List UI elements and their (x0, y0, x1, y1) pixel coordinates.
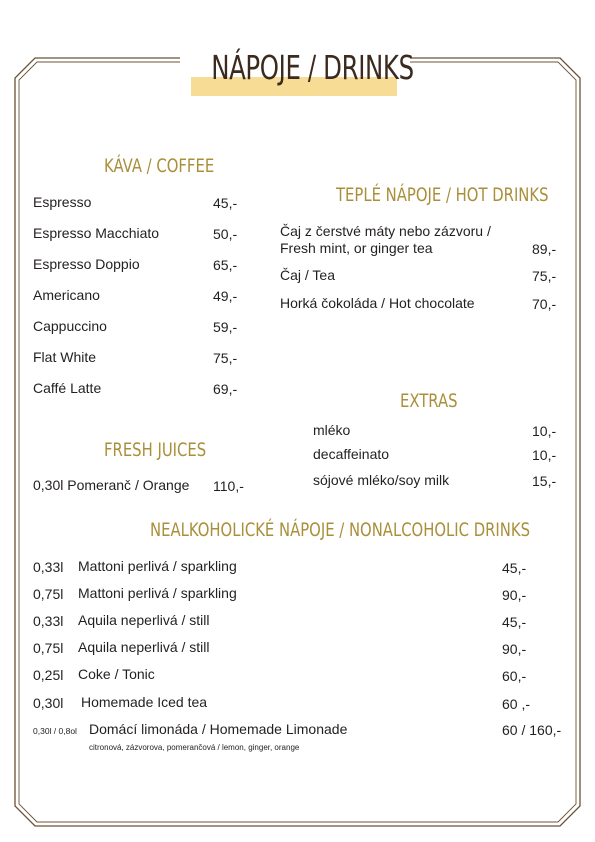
coffee-heading: KÁVA / COFFEE (104, 155, 215, 177)
soft-item-note: citronová, zázvorova, pomerančová / lemon, ginger, orange (89, 743, 300, 752)
soft-item-volume: 0,75l (33, 640, 64, 656)
juice-item-price: 110,- (213, 478, 244, 494)
extras-item-name: sójové mléko/soy milk (313, 472, 450, 488)
soft-item-name: Aquila neperlivá / still (78, 612, 210, 628)
soft-item-price: 60,- (502, 668, 527, 684)
hot-item-name: Čaj z čerstvé máty nebo zázvoru / (280, 223, 491, 239)
soft-item-name: Mattoni perlivá / sparkling (78, 585, 237, 601)
hot-item-price: 70,- (532, 296, 557, 312)
coffee-item-name: Cappuccino (33, 318, 107, 334)
coffee-item-price: 50,- (213, 226, 238, 242)
coffee-item-price: 75,- (213, 350, 238, 366)
coffee-item-name: Caffé Latte (33, 380, 102, 396)
soft-item-volume: 0,33l (33, 613, 64, 629)
extras-item-price: 10,- (532, 423, 557, 439)
nonalcoholic-heading: NEALKOHOLICKÉ NÁPOJE / NONALCOHOLIC DRINKS (150, 519, 531, 541)
soft-item-price: 60 ,- (502, 696, 531, 712)
coffee-item-name: Espresso (33, 194, 92, 210)
page-title: NÁPOJE / DRINKS (211, 48, 414, 87)
hot-item-name-line2: Fresh mint, or ginger tea (280, 240, 433, 256)
soft-item-name: Aquila neperlivá / still (78, 639, 210, 655)
coffee-item-name: Americano (33, 287, 100, 303)
coffee-item-name: Espresso Macchiato (33, 225, 160, 241)
juice-item-name: 0,30l Pomeranč / Orange (33, 477, 190, 493)
coffee-item-name: Espresso Doppio (33, 256, 140, 272)
juices-heading: FRESH JUICES (104, 439, 207, 461)
extras-item-price: 15,- (532, 473, 557, 489)
extras-heading: EXTRAS (400, 390, 458, 412)
soft-item-volume: 0,30l / 0,8ol (33, 726, 77, 736)
extras-item-name: decaffeinato (313, 446, 390, 462)
hot-drinks-heading: TEPLÉ NÁPOJE / HOT DRINKS (336, 184, 549, 206)
soft-item-volume: 0,30l (33, 695, 64, 711)
soft-item-name: Domácí limonáda / Homemade Limonade (89, 721, 348, 737)
soft-item-name: Coke / Tonic (78, 666, 155, 682)
soft-item-price: 60 / 160,- (502, 722, 562, 738)
coffee-item-price: 59,- (213, 319, 238, 335)
coffee-item-price: 49,- (213, 288, 238, 304)
soft-item-price: 90,- (502, 587, 527, 603)
extras-item-price: 10,- (532, 447, 557, 463)
soft-item-price: 90,- (502, 641, 527, 657)
hot-item-price: 75,- (532, 268, 557, 284)
soft-item-price: 45,- (502, 560, 527, 576)
soft-item-volume: 0,33l (33, 559, 64, 575)
soft-item-price: 45,- (502, 614, 527, 630)
coffee-item-price: 45,- (213, 195, 238, 211)
extras-item-name: mléko (313, 422, 351, 438)
hot-item-name: Čaj / Tea (280, 267, 335, 283)
soft-item-name: Mattoni perlivá / sparkling (78, 558, 237, 574)
hot-item-price: 89,- (532, 241, 557, 257)
coffee-item-name: Flat White (33, 349, 97, 365)
coffee-item-price: 65,- (213, 257, 238, 273)
hot-item-name: Horká čokoláda / Hot chocolate (280, 295, 475, 311)
soft-item-volume: 0,75l (33, 586, 64, 602)
coffee-item-price: 69,- (213, 381, 238, 397)
soft-item-name: Homemade Iced tea (81, 694, 208, 710)
soft-item-volume: 0,25l (33, 667, 64, 683)
